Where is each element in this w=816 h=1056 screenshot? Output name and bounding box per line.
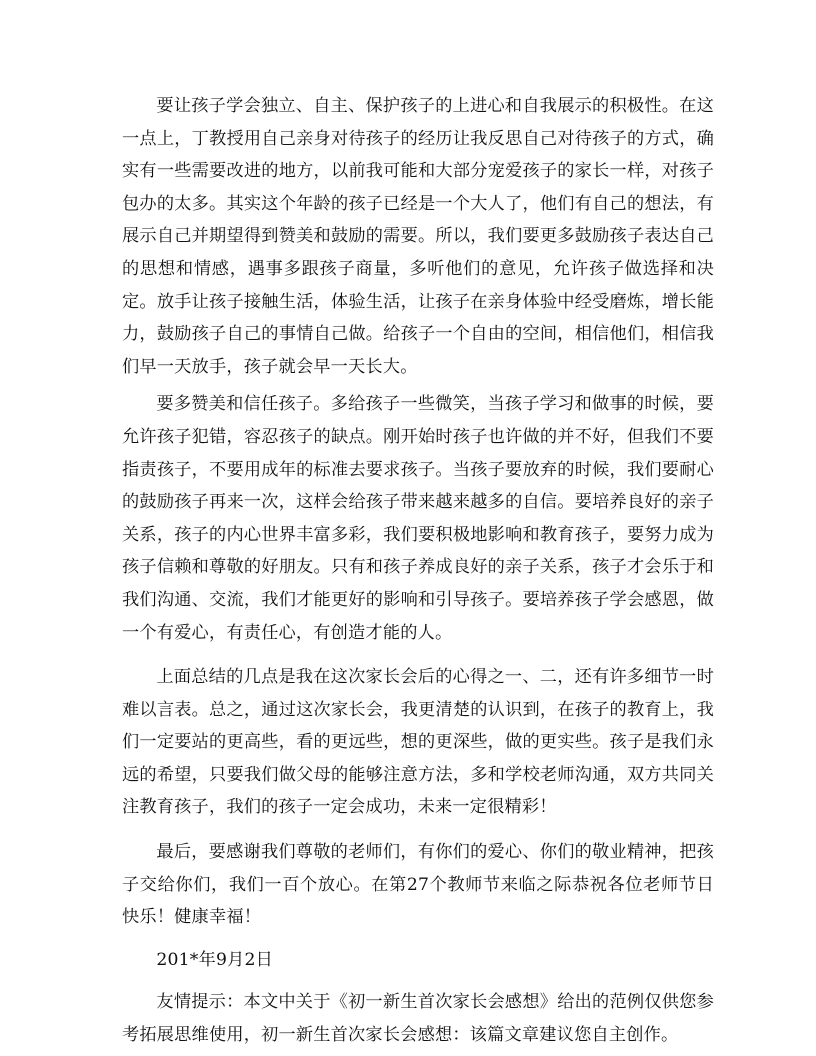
friendly-tip: 友情提示：本文中关于《初一新生首次家长会感想》给出的范例仅供您参考拓展思维使用，初一新生首次家长会感想：该篇文章建议您自主创作。	[122, 992, 714, 1046]
document-date: 201*年9月2日	[156, 949, 274, 970]
paragraph-thanks: 最后，要感谢我们尊敬的老师们，有你们的爱心、你们的敬业精神，把孩子交给你们，我们一百个放心。在第27个教师节来临之际恭祝各位老师节日快乐！健康幸福！	[122, 842, 714, 928]
paragraph-summary: 上面总结的几点是我在这次家长会后的心得之一、二，还有许多细节一时难以言表。总之，通过这次家长会，我更清楚的认识到，在孩子的教育上，我们一定要站的更高些，看的更远些，想的更深些，做的更实些。孩子是我们永远的希望，只要我们做父母的能够注意方法，多和学校老师沟通，双方共同关注教育孩子，我们的孩子一定会成功，未来一定很精彩！	[122, 667, 714, 818]
paragraph-praise-trust: 要多赞美和信任孩子。多给孩子一些微笑，当孩子学习和做事的时候，要允许孩子犯错，容忍孩子的缺点。刚开始时孩子也许做的并不好，但我们不要指责孩子，不要用成年的标准去要求孩子。当孩子要放弃的时候，我们要耐心的鼓励孩子再来一次，这样会给孩子带来越来越多的自信。要培养良好的亲子关系，孩子的内心世界丰富多彩，我们要积极地影响和教育孩子，要努力成为孩子信赖和尊敬的好朋友。只有和孩子养成良好的亲子关系，孩子才会乐于和我们沟通、交流，我们才能更好的影响和引导孩子。要培养孩子学会感恩，做一个有爱心，有责任心，有创造才能的人。	[122, 394, 714, 643]
document-body	[122, 90, 714, 1052]
paragraph-independence: 要让孩子学会独立、自主、保护孩子的上进心和自我展示的积极性。在这一点上，丁教授用自己亲身对待孩子的经历让我反思自己对待孩子的方式，确实有一些需要改进的地方，以前我可能和大部分宠爱孩子的家长一样，对孩子包办的太多。其实这个年龄的孩子已经是一个大人了，他们有自己的想法，有展示自己并期望得到赞美和鼓励的需要。所以，我们要更多鼓励孩子表达自己的思想和情感，遇事多跟孩子商量，多听他们的意见，允许孩子做选择和决定。放手让孩子接触生活，体验生活，让孩子在亲身体验中经受磨炼，增长能力，鼓励孩子自己的事情自己做。给孩子一个自由的空间，相信他们，相信我们早一天放手，孩子就会早一天长大。	[122, 96, 714, 377]
